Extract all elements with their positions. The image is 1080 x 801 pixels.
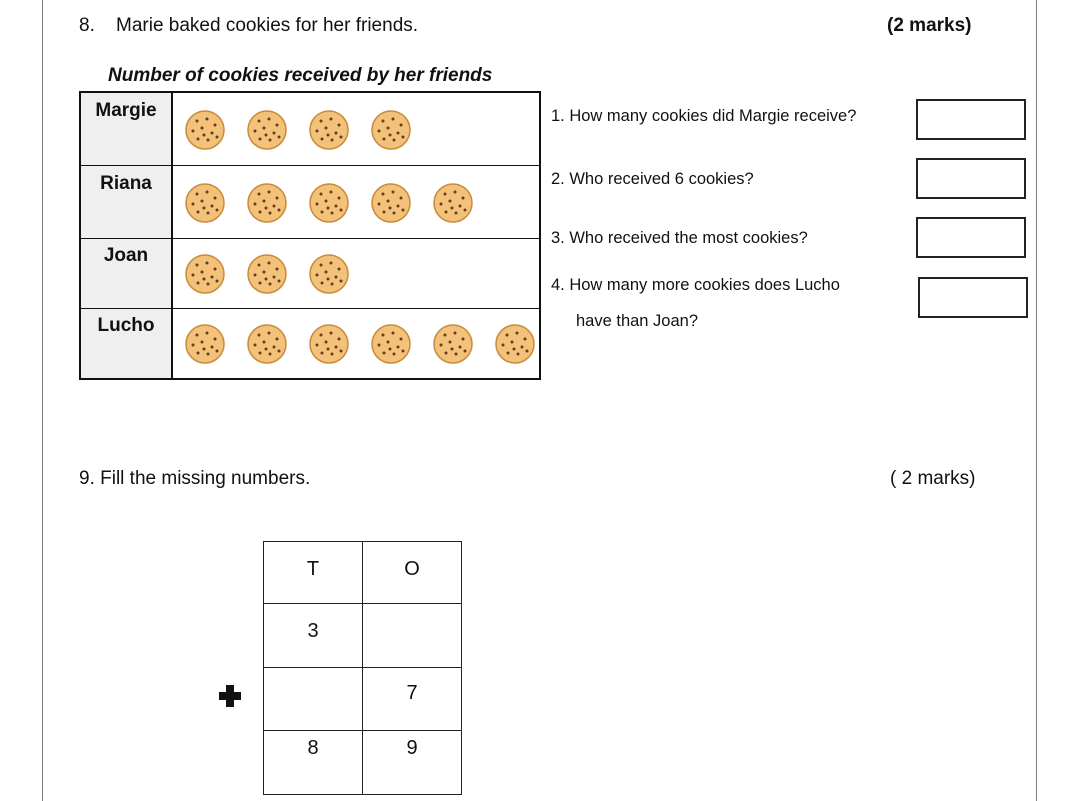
- answer-box-3[interactable]: [916, 217, 1026, 258]
- cookie-icon: [246, 253, 288, 295]
- subquestion-1: 1. How many cookies did Margie receive?: [551, 107, 857, 125]
- cookie-icon: [184, 323, 226, 365]
- cookie-icon: [246, 109, 288, 151]
- subquestion-2: 2. Who received 6 cookies?: [551, 170, 754, 188]
- answer-box-2[interactable]: [916, 158, 1026, 199]
- cookie-icon: [370, 109, 412, 151]
- right-margin-line: [1036, 0, 1037, 801]
- tens-ones-table: [263, 541, 462, 795]
- cookie-icon: [432, 182, 474, 224]
- cookie-icon: [184, 253, 226, 295]
- plus-icon: [217, 683, 243, 709]
- row-name: Joan: [103, 245, 149, 266]
- row-name: Riana: [100, 173, 152, 194]
- cookie-icon: [246, 323, 288, 365]
- cookie-icon: [432, 323, 474, 365]
- answer-box-4[interactable]: [918, 277, 1028, 318]
- row-name-cell: [81, 93, 173, 165]
- row-name-cell: [81, 309, 173, 378]
- subquestion-3: 3. Who received the most cookies?: [551, 229, 808, 247]
- pictograph-row: [81, 309, 539, 378]
- cookie-icon: [370, 182, 412, 224]
- left-margin-line: [42, 0, 43, 801]
- cookie-icon: [370, 323, 412, 365]
- cookie-icon: [184, 182, 226, 224]
- cell-ones[interactable]: 9: [406, 737, 418, 759]
- cookie-icon: [494, 323, 536, 365]
- pictograph-row: [81, 166, 539, 239]
- subquestion-4-line2: have than Joan?: [576, 312, 699, 330]
- row-name: Margie: [95, 100, 157, 121]
- header-ones: O: [363, 542, 461, 604]
- cookie-icon: [308, 109, 350, 151]
- pictograph-row: [81, 93, 539, 166]
- q8-marks: (2 marks): [887, 15, 972, 36]
- q9-marks: ( 2 marks): [890, 468, 976, 489]
- cell-ones[interactable]: [363, 604, 461, 668]
- answer-box-1[interactable]: [916, 99, 1026, 140]
- row-name-cell: [81, 239, 173, 308]
- header-tens: T: [264, 542, 363, 604]
- cell-tens[interactable]: 3: [264, 604, 363, 668]
- q8-number: 8.: [79, 15, 95, 36]
- cookie-icon: [184, 109, 226, 151]
- pictograph-title: Number of cookies received by her friends: [108, 65, 493, 86]
- q8-prompt: Marie baked cookies for her friends.: [116, 15, 419, 36]
- cookie-icon: [246, 182, 288, 224]
- cookie-icon: [308, 323, 350, 365]
- subquestion-4-line1: 4. How many more cookies does Lucho: [551, 276, 840, 294]
- row-name: Lucho: [97, 315, 155, 336]
- row-name-cell: [81, 166, 173, 238]
- cell-ones[interactable]: 7: [363, 668, 461, 731]
- pictograph-row: [81, 239, 539, 309]
- q9-prompt: 9. Fill the missing numbers.: [79, 468, 311, 489]
- cookie-icon: [308, 182, 350, 224]
- cell-tens[interactable]: [264, 668, 363, 731]
- pictograph-table: [79, 91, 541, 380]
- cell-tens[interactable]: 8: [264, 731, 363, 794]
- cookie-icon: [308, 253, 350, 295]
